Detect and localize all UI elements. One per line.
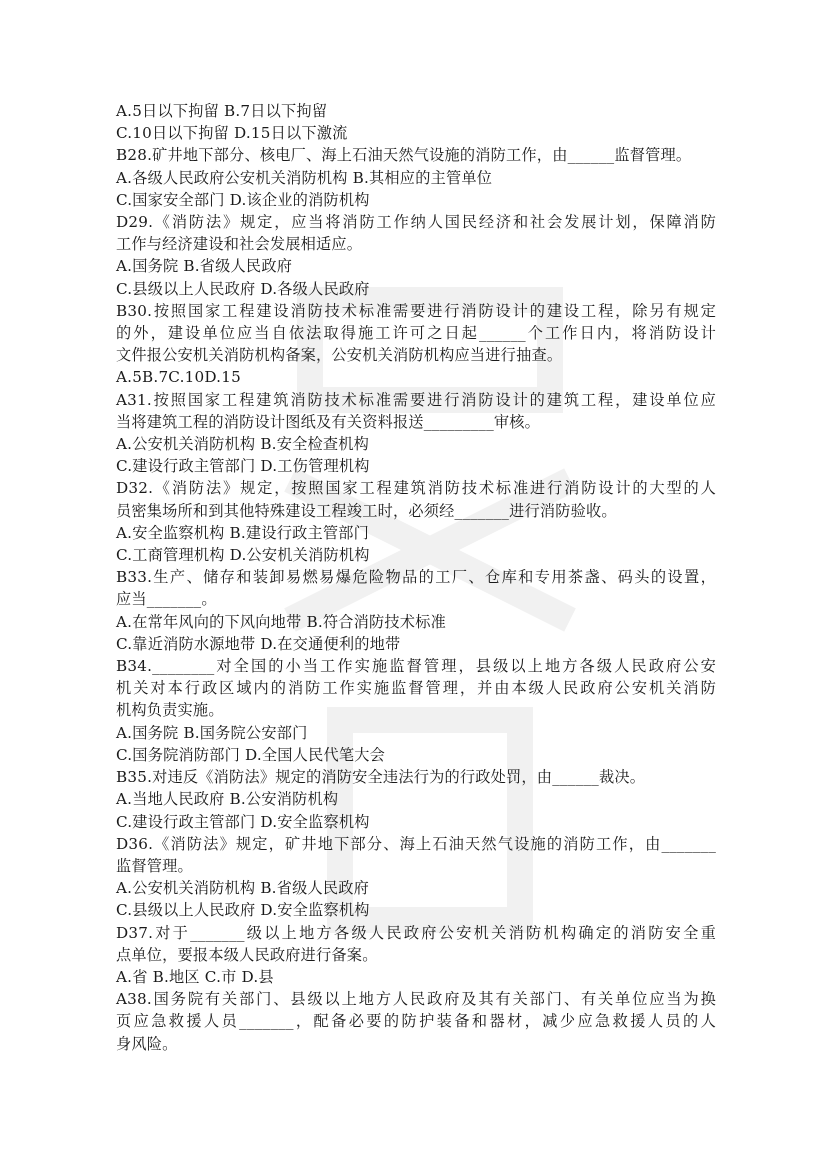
text-line: 机关对本行政区域内的消防工作实施监督管理，并由本级人民政府公安机关消防 xyxy=(116,679,716,698)
text-line: 应当_______。 xyxy=(116,590,217,609)
text-line: B35.对违反《消防法》规定的消防安全违法行为的行政处罚，由______裁决。 xyxy=(116,768,646,787)
text-line: C.建设行政主管部门 D.工伤管理机构 xyxy=(116,457,370,476)
text-line: A.公安机关消防机构 B.省级人民政府 xyxy=(116,879,370,898)
text-line: A.国务院 B.省级人民政府 xyxy=(116,257,293,276)
text-line: A.各级人民政府公安机关消防机构 B.其相应的主管单位 xyxy=(116,168,493,187)
text-line: A.在常年风向的下风向地带 B.符合消防技术标准 xyxy=(116,612,446,631)
text-line: A.5日以下拘留 B.7日以下拘留 xyxy=(116,102,328,120)
text-line: 员密集场所和到其他特殊建设工程竣工时，必须经_______进行消防验收。 xyxy=(116,501,617,520)
text-line: 页应急救援人员_______，配备必要的防护装备和器材，减少应急救援人员的人 xyxy=(116,1012,716,1031)
text-line: A.国务院 B.国务院公安部门 xyxy=(116,723,308,742)
text-line: A31.按照国家工程建筑消防技术标准需要进行消防设计的建筑工程，建设单位应 xyxy=(116,390,716,409)
text-line: C.县级以上人民政府 D.安全监察机构 xyxy=(116,901,370,920)
text-line: A.省 B.地区 C.市 D.县 xyxy=(116,967,274,986)
text-line: A.当地人民政府 B.公安消防机构 xyxy=(116,790,339,809)
text-line: 监督管理。 xyxy=(116,856,193,875)
document-page xyxy=(116,100,716,1055)
text-line: B33.生产、储存和装卸易燃易爆危险物品的工厂、仓库和专用茶盏、码头的设置， xyxy=(116,568,716,587)
text-line: C.工商管理机构 D.公安机关消防机构 xyxy=(116,546,370,565)
text-line: 机构负责实施。 xyxy=(116,701,224,720)
text-line: C.国家安全部门 D.该企业的消防机构 xyxy=(116,190,370,209)
text-line: B30.按照国家工程建设消防技术标准需要进行消防设计的建设工程，除另有规定 xyxy=(116,301,716,320)
text-line: C.建设行政主管部门 D.安全监察机构 xyxy=(116,812,370,831)
text-line: D37.对于_______级以上地方各级人民政府公安机关消防机构确定的消防安全重 xyxy=(116,923,716,942)
text-line: 的外，建设单位应当自依法取得施工许可之日起______个工作日内，将消防设计 xyxy=(116,324,716,343)
text-line: A.公安机关消防机构 B.安全检查机构 xyxy=(116,435,370,454)
text-line: 身风险。 xyxy=(116,1034,178,1053)
text-line: 当将建筑工程的消防设计图纸及有关资料报送_________审核。 xyxy=(116,412,541,431)
text-line: C.靠近消防水源地带 D.在交通便利的地带 xyxy=(116,634,401,653)
text-line: C.10日以下拘留 D.15日以下激流 xyxy=(116,124,348,143)
text-line: D29.《消防法》规定，应当将消防工作纳人国民经济和社会发展计划，保障消防 xyxy=(116,213,716,232)
text-line: D36.《消防法》规定，矿井地下部分、海上石油天然气设施的消防工作，由_______ xyxy=(116,834,716,853)
text-line: C.县级以上人民政府 D.各级人民政府 xyxy=(116,279,370,298)
text-line: B34.________对全国的小当工作实施监督管理，县级以上地方各级人民政府公安 xyxy=(116,657,716,676)
text-line: B28.矿井地下部分、核电厂、海上石油天然气设施的消防工作，由______监督管理。 xyxy=(116,146,692,165)
text-line: C.国务院消防部门 D.全国人民代笔大会 xyxy=(116,745,386,764)
text-line: A.5B.7C.10D.15 xyxy=(116,368,241,387)
text-line: A38.国务院有关部门、县级以上地方人民政府及其有关部门、有关单位应当为换 xyxy=(116,990,716,1009)
text-line: 工作与经济建设和社会发展相适应。 xyxy=(116,235,363,254)
text-line: 文件报公安机关消防机构备案，公安机关消防机构应当进行抽查。 xyxy=(116,346,563,365)
text-line: D32.《消防法》规定，按照国家工程建筑消防技术标准进行消防设计的大型的人 xyxy=(116,479,716,498)
text-line: A.安全监察机构 B.建设行政主管部门 xyxy=(116,523,370,542)
text-line: 点单位，要报本级人民政府进行备案。 xyxy=(116,945,378,964)
